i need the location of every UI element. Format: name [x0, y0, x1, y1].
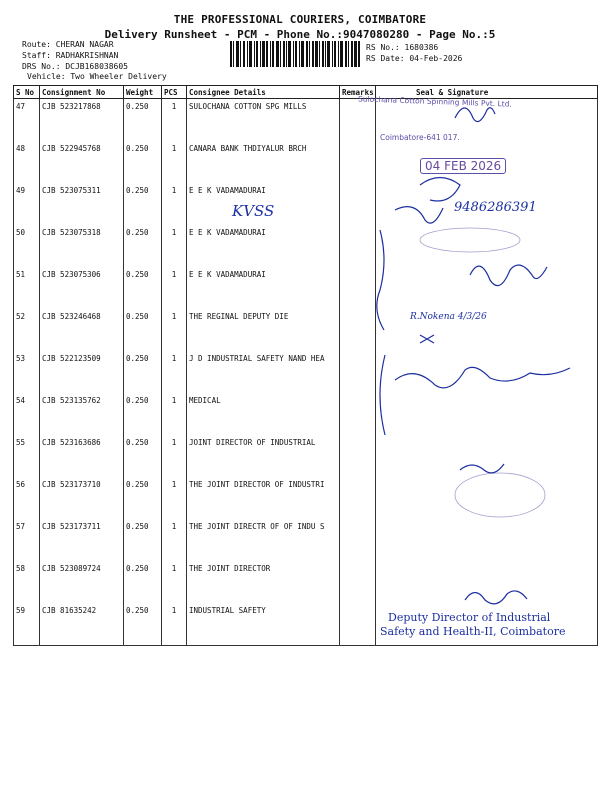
- signature-cell: [376, 225, 598, 267]
- consignment-cell: CJB 523075311: [40, 183, 124, 225]
- consignee-cell: E E K VADAMADURAI: [187, 183, 340, 225]
- pcs-cell: 1: [162, 519, 187, 561]
- consignee-cell: JOINT DIRECTOR OF INDUSTRIAL: [187, 435, 340, 477]
- sno-cell: 51: [14, 267, 40, 309]
- weight-cell: 0.250: [124, 225, 162, 267]
- consignment-cell: CJB 523075306: [40, 267, 124, 309]
- consignment-cell: CJB 523163686: [40, 435, 124, 477]
- weight-cell: 0.250: [124, 99, 162, 142]
- remarks-cell: [340, 141, 376, 183]
- remarks-cell: [340, 225, 376, 267]
- sno-cell: 50: [14, 225, 40, 267]
- weight-cell: 0.250: [124, 309, 162, 351]
- consignee-cell: J D INDUSTRIAL SAFETY NAND HEA: [187, 351, 340, 393]
- route-label: Route: CHERAN NAGAR: [22, 40, 114, 49]
- consignee-cell: MEDICAL: [187, 393, 340, 435]
- sno-cell: 55: [14, 435, 40, 477]
- table-row: [14, 309, 598, 351]
- consignee-cell: E E K VADAMADURAI: [187, 225, 340, 267]
- deputy-stamp-line1: Deputy Director of Industrial: [388, 611, 551, 624]
- pcs-cell: 1: [162, 393, 187, 435]
- drs-number: DRS No.: DCJB168038605: [22, 62, 128, 71]
- col-pcs: PCS: [162, 86, 187, 99]
- sno-cell: 49: [14, 183, 40, 225]
- pcs-cell: 1: [162, 309, 187, 351]
- consignment-cell: CJB 523217868: [40, 99, 124, 142]
- weight-cell: 0.250: [124, 435, 162, 477]
- pcs-cell: 1: [162, 267, 187, 309]
- col-consignee: Consignee Details: [187, 86, 340, 99]
- sno-cell: 57: [14, 519, 40, 561]
- vehicle-label: Vehicle: Two Wheeler Delivery: [27, 72, 167, 81]
- consignee-cell: THE JOINT DIRECTOR: [187, 561, 340, 603]
- table-row: [14, 225, 598, 267]
- pcs-cell: 1: [162, 435, 187, 477]
- pcs-cell: 1: [162, 183, 187, 225]
- remarks-cell: [340, 603, 376, 646]
- table-row: [14, 393, 598, 435]
- phone-handwriting: 9486286391: [454, 200, 537, 215]
- sno-cell: 59: [14, 603, 40, 646]
- consignee-cell: CANARA BANK THDIYALUR BRCH: [187, 141, 340, 183]
- consignment-cell: CJB 81635242: [40, 603, 124, 646]
- weight-cell: 0.250: [124, 561, 162, 603]
- weight-cell: 0.250: [124, 183, 162, 225]
- consignment-cell: CJB 523075318: [40, 225, 124, 267]
- col-sno: S No: [14, 86, 40, 99]
- pcs-cell: 1: [162, 561, 187, 603]
- sno-cell: 56: [14, 477, 40, 519]
- weight-cell: 0.250: [124, 393, 162, 435]
- weight-cell: 0.250: [124, 603, 162, 646]
- staff-label: Staff: RADHAKRISHNAN: [22, 51, 119, 60]
- table-row: [14, 351, 598, 393]
- kvss-handwriting: KVSS: [232, 202, 275, 220]
- remarks-cell: [340, 267, 376, 309]
- consignee-cell: E E K VADAMADURAI: [187, 267, 340, 309]
- runsheet-table: [13, 85, 598, 646]
- consignment-cell: CJB 523089724: [40, 561, 124, 603]
- sno-cell: 48: [14, 141, 40, 183]
- table-header-row: [14, 86, 598, 99]
- company-title: THE PROFESSIONAL COURIERS, COIMBATORE: [173, 13, 427, 26]
- sulochana-stamp: Sulochana Cotton Spinning Mills Pvt. Ltd.: [357, 94, 512, 109]
- consignee-cell: THE REGINAL DEPUTY DIE: [187, 309, 340, 351]
- consignment-cell: CJB 523173711: [40, 519, 124, 561]
- remarks-cell: [340, 309, 376, 351]
- barcode-image: [230, 41, 360, 67]
- runsheet-subtitle: Delivery Runsheet - PCM - Phone No.:9047080280 - Page No.:5: [104, 28, 496, 41]
- table-row: [14, 435, 598, 477]
- weight-cell: 0.250: [124, 141, 162, 183]
- table-row: [14, 141, 598, 183]
- col-signature: Seal & Signature: [376, 86, 598, 99]
- weight-cell: 0.250: [124, 519, 162, 561]
- col-consignment: Consignment No: [40, 86, 124, 99]
- table-row: [14, 561, 598, 603]
- sno-cell: 53: [14, 351, 40, 393]
- deputy-stamp-line2: Safety and Health-II, Coimbatore: [380, 625, 566, 638]
- signature-cell: [376, 435, 598, 477]
- consignment-cell: CJB 522123509: [40, 351, 124, 393]
- sulochana-city-stamp: Coimbatore-641 017.: [380, 133, 460, 142]
- signature-cell: [376, 267, 598, 309]
- signature-cell: [376, 351, 598, 393]
- col-weight: Weight: [124, 86, 162, 99]
- table-row: [14, 477, 598, 519]
- consignee-cell: INDUSTRIAL SAFETY: [187, 603, 340, 646]
- consignee-cell: THE JOINT DIRECTOR OF INDUSTRI: [187, 477, 340, 519]
- consignment-cell: CJB 523173710: [40, 477, 124, 519]
- remarks-cell: [340, 435, 376, 477]
- sno-cell: 58: [14, 561, 40, 603]
- consignment-cell: CJB 522945768: [40, 141, 124, 183]
- sno-cell: 52: [14, 309, 40, 351]
- signature-cell: [376, 393, 598, 435]
- signature-cell: [376, 477, 598, 519]
- remarks-cell: [340, 477, 376, 519]
- pcs-cell: 1: [162, 99, 187, 142]
- pcs-cell: 1: [162, 225, 187, 267]
- remarks-cell: [340, 183, 376, 225]
- pcs-cell: 1: [162, 141, 187, 183]
- consignment-cell: CJB 523135762: [40, 393, 124, 435]
- sno-cell: 47: [14, 99, 40, 142]
- pcs-cell: 1: [162, 477, 187, 519]
- consignment-cell: CJB 523246468: [40, 309, 124, 351]
- rs-number: RS No.: 1680386: [366, 43, 439, 52]
- col-remarks: Remarks: [340, 86, 376, 99]
- weight-cell: 0.250: [124, 477, 162, 519]
- remarks-cell: [340, 99, 376, 142]
- remarks-cell: [340, 519, 376, 561]
- consignee-cell: THE JOINT DIRECTR OF OF INDU S: [187, 519, 340, 561]
- remarks-cell: [340, 561, 376, 603]
- rs-date: RS Date: 04-Feb-2026: [366, 54, 463, 63]
- consignee-cell: SULOCHANA COTTON SPG MILLS: [187, 99, 340, 142]
- table-row: [14, 519, 598, 561]
- pcs-cell: 1: [162, 603, 187, 646]
- table-row: [14, 267, 598, 309]
- sno-cell: 54: [14, 393, 40, 435]
- remarks-cell: [340, 351, 376, 393]
- remarks-cell: [340, 393, 376, 435]
- date-stamp: 04 FEB 2026: [420, 158, 506, 174]
- weight-cell: 0.250: [124, 267, 162, 309]
- pcs-cell: 1: [162, 351, 187, 393]
- weight-cell: 0.250: [124, 351, 162, 393]
- receiver-note: R.Nokena 4/3/26: [410, 312, 487, 322]
- signature-cell: [376, 561, 598, 603]
- signature-cell: [376, 519, 598, 561]
